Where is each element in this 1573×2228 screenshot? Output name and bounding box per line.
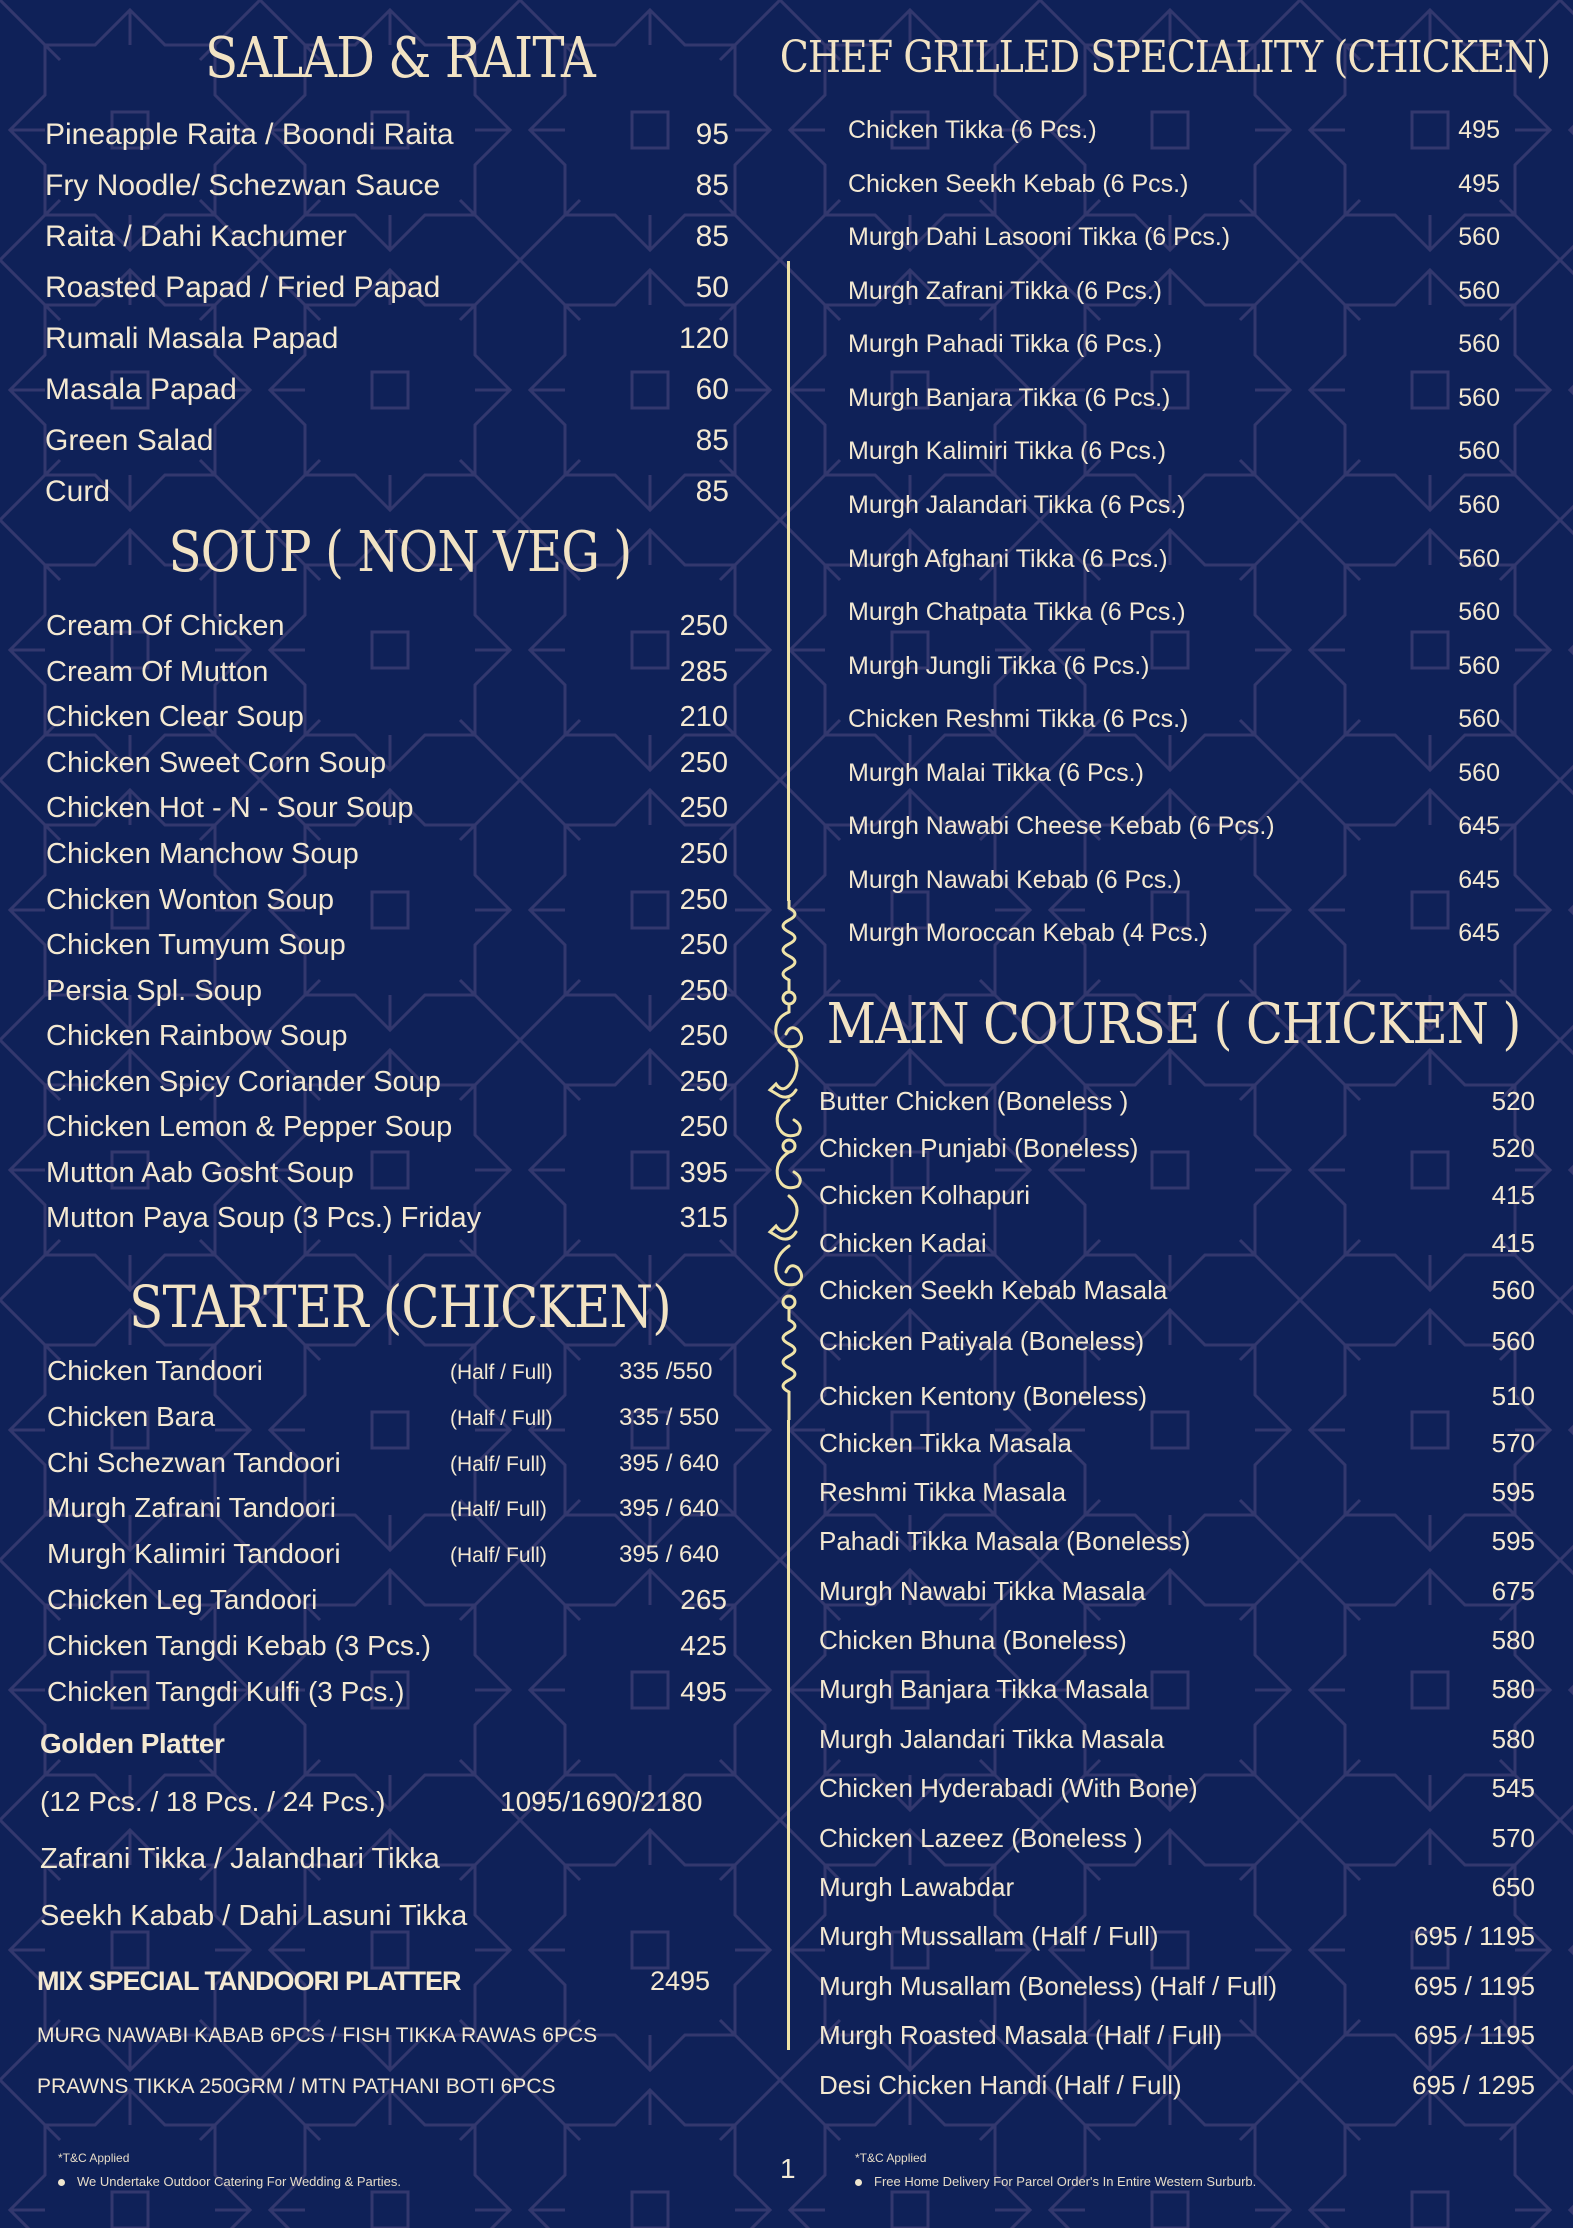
item-name: Masala Papad xyxy=(45,373,237,406)
item-price: 545 xyxy=(1491,1773,1535,1803)
menu-item xyxy=(819,1576,1535,1607)
menu-item xyxy=(819,1275,1535,1306)
golden-platter-line: Zafrani Tikka / Jalandhari Tikka xyxy=(40,1843,440,1875)
item-price: 85 xyxy=(695,169,729,202)
menu-item xyxy=(848,812,1500,841)
ornamental-scroll-icon xyxy=(766,900,812,1420)
item-name: Murgh Nawabi Cheese Kebab (6 Pcs.) xyxy=(848,812,1275,840)
item-name: Mutton Paya Soup (3 Pcs.) Friday xyxy=(46,1202,482,1234)
item-name: Chicken Clear Soup xyxy=(46,701,304,733)
item-name: Curd xyxy=(45,475,111,508)
item-name: Murgh Banjara Tikka (6 Pcs.) xyxy=(848,384,1171,412)
menu-item xyxy=(46,1157,728,1190)
bullet-dot-icon xyxy=(855,2179,862,2186)
menu-item xyxy=(819,2020,1535,2051)
menu-item xyxy=(819,1872,1535,1903)
item-price: 395 xyxy=(679,1157,728,1189)
menu-item xyxy=(819,1773,1535,1804)
item-portion: (Half / Full) xyxy=(450,1407,553,1430)
item-price: 95 xyxy=(695,118,729,151)
item-name: Murgh Jalandari Tikka Masala xyxy=(819,1724,1165,1754)
delivery-note: Free Home Delivery For Parcel Order's In Entire Western Surburb. xyxy=(874,2174,1257,2189)
menu-item xyxy=(47,1584,727,1616)
item-name: Murgh Chatpata Tikka (6 Pcs.) xyxy=(848,598,1186,626)
menu-item xyxy=(46,656,728,689)
menu-item xyxy=(46,792,728,825)
menu-item xyxy=(819,1180,1535,1211)
item-price: 425 xyxy=(680,1630,727,1661)
menu-item xyxy=(848,384,1500,413)
item-price: 560 xyxy=(1458,652,1500,680)
item-name: Chicken Leg Tandoori xyxy=(47,1584,318,1615)
item-price: 580 xyxy=(1491,1674,1535,1704)
item-name: Persia Spl. Soup xyxy=(46,975,263,1007)
item-price: 560 xyxy=(1458,330,1500,358)
menu-item xyxy=(45,118,729,152)
menu-item xyxy=(848,866,1500,895)
menu-item xyxy=(848,170,1500,199)
item-price: 250 xyxy=(679,975,728,1007)
item-name: Fry Noodle/ Schezwan Sauce xyxy=(45,169,441,202)
item-name: Murgh Lawabdar xyxy=(819,1872,1015,1902)
golden-platter-line: Seekh Kabab / Dahi Lasuni Tikka xyxy=(40,1900,468,1932)
item-price: 510 xyxy=(1491,1381,1535,1411)
menu-item xyxy=(46,701,728,734)
menu-item xyxy=(848,652,1500,681)
bullet-dot-icon xyxy=(58,2179,65,2186)
item-name: Chicken Tangdi Kulfi (3 Pcs.) xyxy=(47,1676,405,1707)
menu-item xyxy=(848,759,1500,788)
item-name: Murgh Nawabi Tikka Masala xyxy=(819,1576,1146,1606)
item-name: Murgh Malai Tikka (6 Pcs.) xyxy=(848,759,1144,787)
menu-item xyxy=(45,220,729,254)
menu-item xyxy=(46,1066,728,1099)
item-price: 250 xyxy=(679,610,728,642)
item-name: Reshmi Tikka Masala xyxy=(819,1477,1067,1507)
item-price: 645 xyxy=(1458,812,1500,840)
menu-item xyxy=(819,1724,1535,1755)
menu-item xyxy=(819,1133,1535,1164)
item-name: Chicken Seekh Kebab (6 Pcs.) xyxy=(848,170,1189,198)
item-price: 250 xyxy=(679,838,728,870)
section-title-starter-chicken: STARTER (CHICKEN) xyxy=(129,1273,671,1341)
menu-item xyxy=(45,322,729,356)
item-name: Chicken Tandoori xyxy=(47,1355,263,1386)
column-divider xyxy=(787,1420,790,2050)
menu-item xyxy=(819,1674,1535,1705)
item-price: 335 /550 xyxy=(619,1358,713,1385)
item-name: Chicken Hot - N - Sour Soup xyxy=(46,792,414,824)
item-name: Chicken Wonton Soup xyxy=(46,884,335,916)
item-price: 560 xyxy=(1458,223,1500,251)
item-price: 120 xyxy=(678,322,729,355)
mix-platter-line: PRAWNS TIKKA 250GRM / MTN PATHANI BOTI 6PCS xyxy=(37,2075,556,2098)
item-price: 580 xyxy=(1491,1625,1535,1655)
mix-platter-title: MIX SPECIAL TANDOORI PLATTER xyxy=(37,1966,461,1996)
item-name: Chicken Rainbow Soup xyxy=(46,1020,348,1052)
item-name: Murgh Nawabi Kebab (6 Pcs.) xyxy=(848,866,1182,894)
item-name: Chicken Tangdi Kebab (3 Pcs.) xyxy=(47,1630,431,1661)
section-title-chef-grilled: CHEF GRILLED SPECIALITY (CHICKEN) xyxy=(779,32,1551,83)
menu-item xyxy=(848,116,1500,145)
menu-item xyxy=(46,1111,728,1144)
item-name: Murgh Zafrani Tikka (6 Pcs.) xyxy=(848,277,1162,305)
footer-note xyxy=(58,2174,401,2189)
item-name: Pahadi Tikka Masala (Boneless) xyxy=(819,1526,1191,1556)
menu-item xyxy=(819,1228,1535,1259)
item-name: Chicken Bhuna (Boneless) xyxy=(819,1625,1127,1655)
item-price: 560 xyxy=(1458,491,1500,519)
item-price: 250 xyxy=(679,792,728,824)
menu-item xyxy=(46,975,728,1008)
item-name: Murgh Jalandari Tikka (6 Pcs.) xyxy=(848,491,1186,519)
item-price: 495 xyxy=(680,1676,727,1707)
menu-item xyxy=(819,1428,1535,1459)
menu-item xyxy=(46,884,728,917)
menu-item xyxy=(819,1921,1535,1952)
item-price: 695 / 1295 xyxy=(1412,2070,1535,2100)
item-price: 50 xyxy=(695,271,729,304)
item-name: Murgh Dahi Lasooni Tikka (6 Pcs.) xyxy=(848,223,1231,251)
item-price: 315 xyxy=(679,1202,728,1234)
item-name: Mutton Aab Gosht Soup xyxy=(46,1157,354,1189)
menu-item xyxy=(819,1823,1535,1854)
item-name: Murgh Zafrani Tandoori xyxy=(47,1492,336,1523)
item-price: 560 xyxy=(1458,705,1500,733)
menu-item xyxy=(819,1625,1535,1656)
golden-platter-sizes: (12 Pcs. / 18 Pcs. / 24 Pcs.) xyxy=(40,1786,386,1817)
item-price: 695 / 1195 xyxy=(1414,1921,1535,1951)
item-name: Cream Of Mutton xyxy=(46,656,269,688)
item-name: Murgh Moroccan Kebab (4 Pcs.) xyxy=(848,919,1208,947)
menu-item xyxy=(819,1086,1535,1117)
item-name: Chicken Reshmi Tikka (6 Pcs.) xyxy=(848,705,1189,733)
item-price: 395 / 640 xyxy=(619,1541,720,1568)
item-price: 595 xyxy=(1491,1477,1535,1507)
menu-item xyxy=(819,1326,1535,1357)
item-price: 250 xyxy=(679,747,728,779)
item-price: 560 xyxy=(1458,598,1500,626)
menu-item xyxy=(47,1676,727,1708)
item-price: 85 xyxy=(695,424,729,457)
item-price: 495 xyxy=(1458,116,1500,144)
item-name: Cream Of Chicken xyxy=(46,610,285,642)
item-price: 560 xyxy=(1458,384,1500,412)
item-name: Chicken Manchow Soup xyxy=(46,838,359,870)
menu-item xyxy=(45,271,729,305)
item-price: 650 xyxy=(1491,1872,1535,1902)
item-portion: (Half/ Full) xyxy=(450,1453,547,1476)
menu-item xyxy=(46,747,728,780)
item-price: 250 xyxy=(679,1111,728,1143)
item-name: Murgh Pahadi Tikka (6 Pcs.) xyxy=(848,330,1163,358)
item-price: 645 xyxy=(1458,866,1500,894)
item-price: 395 / 640 xyxy=(619,1450,720,1477)
menu-item xyxy=(848,277,1500,306)
item-name: Murgh Banjara Tikka Masala xyxy=(819,1674,1149,1704)
menu-item xyxy=(819,2070,1535,2101)
item-name: Chicken Patiyala (Boneless) xyxy=(819,1326,1145,1356)
item-price: 415 xyxy=(1491,1180,1535,1210)
item-name: Chi Schezwan Tandoori xyxy=(47,1447,341,1478)
item-name: Murgh Mussallam (Half / Full) xyxy=(819,1921,1159,1951)
menu-item xyxy=(848,545,1500,574)
item-price: 335 / 550 xyxy=(619,1404,720,1431)
menu-item xyxy=(819,1971,1535,2002)
item-price: 560 xyxy=(1458,545,1500,573)
item-name: Chicken Tumyum Soup xyxy=(46,929,346,961)
menu-item xyxy=(46,929,728,962)
item-name: Chicken Seekh Kebab Masala xyxy=(819,1275,1168,1305)
tc-note: *T&C Applied xyxy=(855,2151,927,2165)
menu-item xyxy=(46,610,728,643)
item-price: 695 / 1195 xyxy=(1414,1971,1535,2001)
item-price: 570 xyxy=(1491,1428,1535,1458)
item-price: 645 xyxy=(1458,919,1500,947)
item-name: Murgh Jungli Tikka (6 Pcs.) xyxy=(848,652,1150,680)
item-name: Chicken Kolhapuri xyxy=(819,1180,1031,1210)
section-title-main-course-chicken: MAIN COURSE ( CHICKEN ) xyxy=(826,992,1521,1057)
menu-item xyxy=(848,491,1500,520)
menu-item xyxy=(45,424,729,458)
menu-item xyxy=(45,373,729,407)
item-price: 415 xyxy=(1491,1228,1535,1258)
item-price: 285 xyxy=(679,656,728,688)
item-price: 60 xyxy=(695,373,729,406)
item-price: 675 xyxy=(1491,1576,1535,1606)
item-name: Chicken Lemon & Pepper Soup xyxy=(46,1111,453,1143)
golden-platter-price: 1095/1690/2180 xyxy=(500,1786,703,1817)
item-price: 495 xyxy=(1458,170,1500,198)
item-name: Raita / Dahi Kachumer xyxy=(45,220,347,253)
item-price: 520 xyxy=(1491,1086,1535,1116)
item-name: Pineapple Raita / Boondi Raita xyxy=(45,118,454,151)
item-price: 250 xyxy=(679,929,728,961)
footer-note xyxy=(855,2174,1256,2189)
item-price: 395 / 640 xyxy=(619,1495,720,1522)
golden-platter-title: Golden Platter xyxy=(40,1728,225,1759)
item-name: Chicken Tikka Masala xyxy=(819,1428,1072,1458)
item-name: Chicken Punjabi (Boneless) xyxy=(819,1133,1139,1163)
item-price: 560 xyxy=(1458,759,1500,787)
item-name: Chicken Sweet Corn Soup xyxy=(46,747,387,779)
item-price: 595 xyxy=(1491,1526,1535,1556)
item-portion: (Half / Full) xyxy=(450,1361,553,1384)
item-portion: (Half/ Full) xyxy=(450,1544,547,1567)
item-name: Roasted Papad / Fried Papad xyxy=(45,271,441,304)
tc-note: *T&C Applied xyxy=(58,2151,130,2165)
item-price: 570 xyxy=(1491,1823,1535,1853)
item-name: Rumali Masala Papad xyxy=(45,322,339,355)
item-name: Chicken Bara xyxy=(47,1401,216,1432)
item-price: 560 xyxy=(1491,1326,1535,1356)
menu-item xyxy=(848,437,1500,466)
menu-item xyxy=(45,475,729,509)
menu-item xyxy=(819,1477,1535,1508)
item-name: Murgh Kalimiri Tikka (6 Pcs.) xyxy=(848,437,1167,465)
menu-item xyxy=(848,223,1500,252)
menu-item xyxy=(819,1526,1535,1557)
item-name: Chicken Hyderabadi (With Bone) xyxy=(819,1773,1198,1803)
item-name: Murgh Kalimiri Tandoori xyxy=(47,1538,341,1569)
menu-item xyxy=(45,169,729,203)
section-title-salad-raita: SALAD & RAITA xyxy=(205,26,595,91)
menu-item xyxy=(848,919,1500,948)
item-name: Chicken Kadai xyxy=(819,1228,987,1258)
item-name: Chicken Kentony (Boneless) xyxy=(819,1381,1148,1411)
item-price: 85 xyxy=(695,220,729,253)
item-name: Murgh Musallam (Boneless) (Half / Full) xyxy=(819,1971,1278,2001)
item-price: 695 / 1195 xyxy=(1414,2020,1535,2050)
item-price: 520 xyxy=(1491,1133,1535,1163)
mix-platter-line: MURG NAWABI KABAB 6PCS / FISH TIKKA RAWAS 6PCS xyxy=(37,2024,598,2047)
item-price: 560 xyxy=(1491,1275,1535,1305)
item-name: Butter Chicken (Boneless ) xyxy=(819,1086,1129,1116)
catering-note: We Undertake Outdoor Catering For Wedding & Parties. xyxy=(77,2174,401,2189)
item-name: Green Salad xyxy=(45,424,214,457)
item-price: 560 xyxy=(1458,277,1500,305)
item-price: 250 xyxy=(679,1066,728,1098)
item-portion: (Half/ Full) xyxy=(450,1498,547,1521)
item-price: 250 xyxy=(679,1020,728,1052)
item-name: Chicken Spicy Coriander Soup xyxy=(46,1066,441,1098)
column-divider xyxy=(787,261,790,901)
item-price: 250 xyxy=(679,884,728,916)
item-name: Desi Chicken Handi (Half / Full) xyxy=(819,2070,1182,2100)
item-price: 560 xyxy=(1458,437,1500,465)
menu-item xyxy=(46,1020,728,1053)
item-name: Chicken Tikka (6 Pcs.) xyxy=(848,116,1097,144)
mix-platter-price: 2495 xyxy=(650,1966,711,1996)
item-price: 580 xyxy=(1491,1724,1535,1754)
menu-item xyxy=(848,705,1500,734)
page-number: 1 xyxy=(780,2153,796,2184)
menu-item xyxy=(819,1381,1535,1412)
item-name: Chicken Lazeez (Boneless ) xyxy=(819,1823,1143,1853)
item-name: Murgh Afghani Tikka (6 Pcs.) xyxy=(848,545,1168,573)
section-title-soup-non-veg: SOUP ( NON VEG ) xyxy=(168,520,632,585)
item-price: 265 xyxy=(680,1584,727,1615)
item-price: 85 xyxy=(695,475,729,508)
menu-item xyxy=(848,330,1500,359)
menu-item xyxy=(46,838,728,871)
menu-item xyxy=(47,1630,727,1662)
item-name: Murgh Roasted Masala (Half / Full) xyxy=(819,2020,1223,2050)
menu-item xyxy=(46,1202,728,1235)
item-price: 210 xyxy=(679,701,728,733)
menu-item xyxy=(848,598,1500,627)
